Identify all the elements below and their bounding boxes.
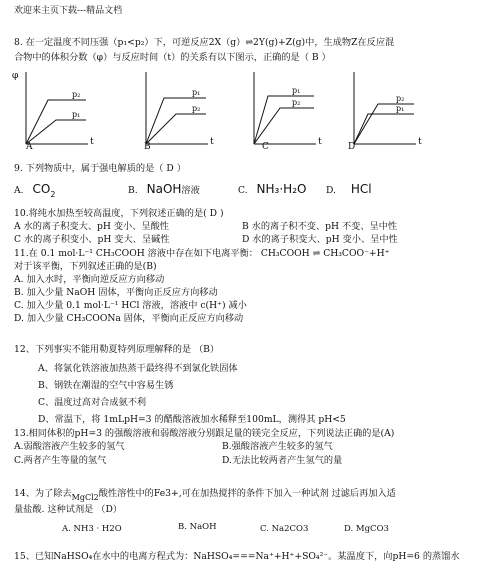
graph-c-label: C — [262, 142, 269, 152]
graph-c-plot — [248, 70, 320, 148]
q9-b-letter: B. — [128, 185, 138, 196]
q9-stem: 9. 下列物质中，属于强电解质的是（ D ） — [14, 163, 186, 174]
q9-option-a — [14, 182, 55, 200]
graph-c-x-axis-label: t — [318, 136, 322, 147]
graph-b-bottom-label: p₂ — [192, 104, 201, 113]
q12-option-d: D、常温下，将 1mLpH=3 的醋酸溶液加水稀释至100mL，测得其 pH<5 — [38, 414, 346, 425]
q10-option-c: C 水的离子积变小、pH 变大、呈碱性 — [14, 234, 170, 245]
q11-option-c: C. 加入少量 0.1 mol·L⁻¹ HCl 溶液，溶液中 c(H⁺) 减小 — [14, 300, 247, 311]
graph-b-x-axis-label: t — [210, 136, 214, 147]
q9-a-subscript: 2 — [50, 190, 56, 199]
q13-stem: 13.相同体积的pH=3 的强酸溶液和弱酸溶液分别跟足量的镁完全反应，下列说法正确的是(A) — [14, 428, 395, 439]
q13-option-d: D.无法比较两者产生氢气的量 — [222, 455, 343, 466]
q12-stem: 12、下列事实不能用勒夏特列原理解释的是 （B） — [14, 344, 220, 355]
q14-option-b: B. NaOH — [178, 522, 217, 532]
graph-a-label: A — [26, 142, 33, 152]
graph-d-bottom-label: p₁ — [396, 104, 405, 113]
q14-line1-rest: 酸性溶性中的Fe3+,可在加热搅拌的条件下加入一种试剂 过滤后再加入适 — [98, 488, 396, 499]
graph-d-plot — [348, 70, 420, 148]
q13-option-a: A.弱酸溶液产生较多的氢气 — [14, 441, 125, 452]
q14-line1 — [14, 488, 396, 503]
q14-line1-start: 14、为了除去 — [14, 488, 72, 499]
q9-option-b — [128, 182, 200, 197]
graph-b-top-label: p₁ — [192, 88, 201, 97]
q8-line2: 合物中的体积分数（φ）与反应时间（t）的关系有以下图示，正确的是（ B ） — [14, 52, 331, 63]
graph-a-y-axis-label: φ — [12, 70, 19, 81]
graph-c — [248, 70, 320, 148]
q13-option-b: B.强酸溶液产生较多的氢气 — [222, 441, 333, 452]
graph-a — [12, 70, 94, 148]
q11-option-b: B. 加入少量 NaOH 固体，平衡向正反应方向移动 — [14, 287, 218, 298]
q9-a-formula: CO — [32, 182, 51, 196]
graph-d-label: D — [348, 142, 356, 152]
q9-a-letter: A. — [14, 185, 24, 196]
q11-stem: 11.在 0.1 mol·L⁻¹ CH₃COOH 溶液中存在如下电离平衡： CH₃COOH ⇌ CH₃COO⁻+H⁺ — [14, 248, 390, 259]
graph-a-x-axis-label: t — [90, 136, 94, 147]
q9-d-letter: D. — [326, 185, 336, 196]
q14-line2: 量盐酸. 这种试剂是 （D） — [14, 504, 123, 515]
graph-c-bottom-label: p₂ — [292, 98, 301, 107]
graph-b-label: B — [144, 142, 151, 152]
graph-b — [140, 70, 212, 148]
graph-b-plot — [140, 70, 212, 148]
graph-d-top-label: p₂ — [396, 94, 405, 103]
q10-stem: 10.将纯水加热至较高温度，下列叙述正确的是( D ) — [14, 208, 224, 219]
q13-option-c: C.两者产生等量的氢气 — [14, 455, 107, 466]
q10-option-b: B 水的离子积不变、pH 不变、呈中性 — [242, 221, 398, 232]
graph-c-top-label: p₁ — [292, 86, 301, 95]
q9-b-text: 溶液 — [181, 185, 200, 196]
q12-option-b: B、钢铁在潮湿的空气中容易生锈 — [38, 380, 174, 391]
q9-d-formula: HCl — [350, 182, 372, 196]
q14-mgcl2: MgCl2 — [71, 493, 99, 502]
q8-line1: 8. 在一定温度不同压强（p₁<p₂）下，可逆反应2X（g）⇌2Y(g)+Z(g)中，生成物Z在反应混 — [14, 37, 395, 48]
q9-b-formula: NaOH — [146, 182, 182, 196]
graph-a-plot — [20, 70, 92, 148]
q14-option-a: A. NH3 · H2O — [62, 524, 122, 534]
q15-line1: 15、已知NaHSO₄在水中的电离方程式为：NaHSO₄===Na⁺+H⁺+SO₄²⁻。某温度下，向pH=6 的蒸馏水 — [14, 551, 460, 562]
q9-c-formula: NH₃·H₂O — [256, 182, 307, 196]
q11-line2: 对于该平衡，下列叙述正确的是(B) — [14, 261, 157, 272]
graph-a-bottom-label: p₁ — [72, 110, 81, 119]
graph-d-x-axis-label: t — [418, 136, 422, 147]
q9-option-c — [238, 182, 306, 197]
q9-c-letter: C. — [238, 185, 248, 196]
graph-a-top-label: p₂ — [72, 90, 81, 99]
graph-d — [348, 70, 420, 148]
q10-option-d: D 水的离子积变大、pH 变小、呈中性 — [242, 234, 398, 245]
q12-option-a: A、将氯化铁溶液加热蒸干最终得不到氯化铁固体 — [38, 363, 238, 374]
q12-option-c: C、温度过高对合成氨不利 — [38, 397, 147, 408]
q10-option-a: A 水的离子积变大、pH 变小、呈酸性 — [14, 221, 169, 232]
q11-option-a: A. 加入水时，平衡向逆反应方向移动 — [14, 274, 165, 285]
q14-option-c: C. Na2CO3 — [260, 524, 309, 534]
page-header: 欢迎来主页下载---精品文档 — [14, 6, 123, 16]
q11-option-d: D. 加入少量 CH₃COONa 固体，平衡向正反应方向移动 — [14, 313, 244, 324]
q9-option-d — [326, 182, 372, 197]
q14-option-d: D. MgCO3 — [344, 524, 389, 534]
